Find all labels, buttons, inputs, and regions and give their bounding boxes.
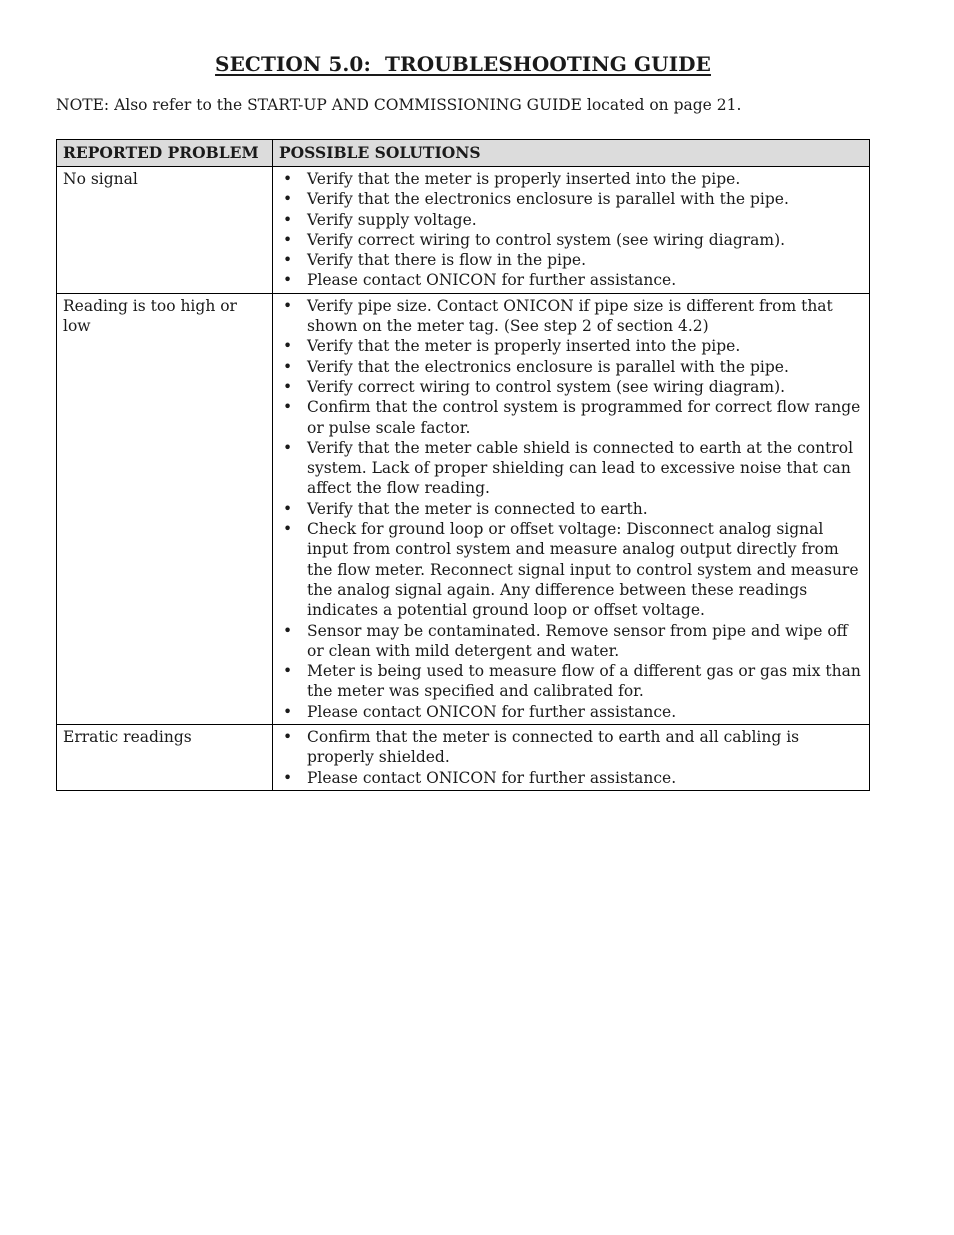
solution-text: Verify supply voltage. [307,210,477,229]
solution-text: Verify that the meter is properly inserted into the pipe. [307,170,741,188]
table-row [57,293,870,724]
bullet-icon: • [283,357,293,376]
bullet-icon: • [283,398,293,417]
solution-item [279,661,863,702]
solution-item [279,377,863,397]
bullet-icon: • [283,728,293,747]
solution-text: Please contact ONICON for further assistance. [307,702,677,721]
bullet-icon: • [283,296,293,315]
bullet-icon: • [283,230,293,249]
bullet-icon: • [283,621,293,640]
solution-item [279,296,863,337]
troubleshooting-table [56,139,870,791]
solution-text: Verify that the meter is connected to earth. [307,499,648,518]
bullet-icon: • [283,662,293,681]
solution-item [279,210,863,230]
table-header-row [57,140,870,167]
solution-text: Verify that there is flow in the pipe. [307,251,587,270]
solution-item [279,357,863,377]
bullet-icon: • [283,190,293,209]
solution-item [279,768,863,788]
bullet-icon: • [283,520,293,539]
solution-item [279,169,863,189]
solution-text: Verify correct wiring to control system (see wiring diagram). [307,230,786,249]
solution-item [279,499,863,519]
bullet-icon: • [283,210,293,229]
solution-item [279,230,863,250]
bullet-icon: • [283,170,293,188]
solutions-list [279,169,863,291]
solution-text: Verify that the meter cable shield is connected to earth at the control system. Lack of proper shielding can lead to excessive noise that can affect the flow reading. [307,438,854,498]
bullet-icon: • [283,251,293,270]
solution-item [279,621,863,662]
header-possible-solutions: POSSIBLE SOLUTIONS [273,140,870,167]
table-body [57,167,870,791]
solution-item [279,189,863,209]
reference-note: NOTE: Also refer to the START-UP AND COMMISSIONING GUIDE located on page 21. [56,96,742,114]
solution-text: Confirm that the control system is programmed for correct flow range or pulse scale factor. [307,398,861,437]
bullet-icon: • [283,499,293,518]
reported-problem-cell: Erratic readings [57,725,273,791]
solutions-list [279,727,863,788]
solution-item [279,270,863,290]
solution-text: Check for ground loop or offset voltage: Disconnect analog signal input from control system and measure analog output directly from the flow meter. Reconnect signal input to control system and measure the analog signal again. Any difference between these readings indicates a potential ground loop or offset voltage. [307,520,859,620]
header-reported-problem: REPORTED PROBLEM [57,140,273,167]
possible-solutions-cell [273,293,870,724]
table-row [57,725,870,791]
solution-text: Please contact ONICON for further assistance. [307,768,677,787]
possible-solutions-cell [273,725,870,791]
bullet-icon: • [283,768,293,787]
solution-text: Verify pipe size. Contact ONICON if pipe size is different from that shown on the meter tag. (See step 2 of section 4.2) [307,296,833,336]
page-title: SECTION 5.0: TROUBLESHOOTING GUIDE [215,52,711,76]
solution-text: Verify that the electronics enclosure is parallel with the pipe. [307,357,789,376]
bullet-icon: • [283,377,293,396]
solution-item [279,397,863,438]
solution-text: Meter is being used to measure flow of a different gas or gas mix than the meter was specified and calibrated for. [307,662,861,701]
solution-item [279,727,863,768]
solution-text: Verify correct wiring to control system (see wiring diagram). [307,377,786,396]
solution-text: Sensor may be contaminated. Remove sensor from pipe and wipe off or clean with mild detergent and water. [307,621,848,660]
bullet-icon: • [283,438,293,457]
bullet-icon: • [283,702,293,721]
possible-solutions-cell [273,167,870,294]
bullet-icon: • [283,337,293,356]
reported-problem-cell: Reading is too high or low [57,293,273,724]
solution-text: Verify that the meter is properly inserted into the pipe. [307,337,741,356]
reported-problem-cell: No signal [57,167,273,294]
solution-text: Please contact ONICON for further assistance. [307,271,677,290]
bullet-icon: • [283,271,293,290]
solution-item [279,250,863,270]
solution-item [279,519,863,620]
solution-text: Confirm that the meter is connected to earth and all cabling is properly shielded. [307,728,800,767]
solution-item [279,336,863,356]
solution-item [279,702,863,722]
solutions-list [279,296,863,722]
table-row [57,167,870,294]
solution-item [279,438,863,499]
solution-text: Verify that the electronics enclosure is parallel with the pipe. [307,190,789,209]
